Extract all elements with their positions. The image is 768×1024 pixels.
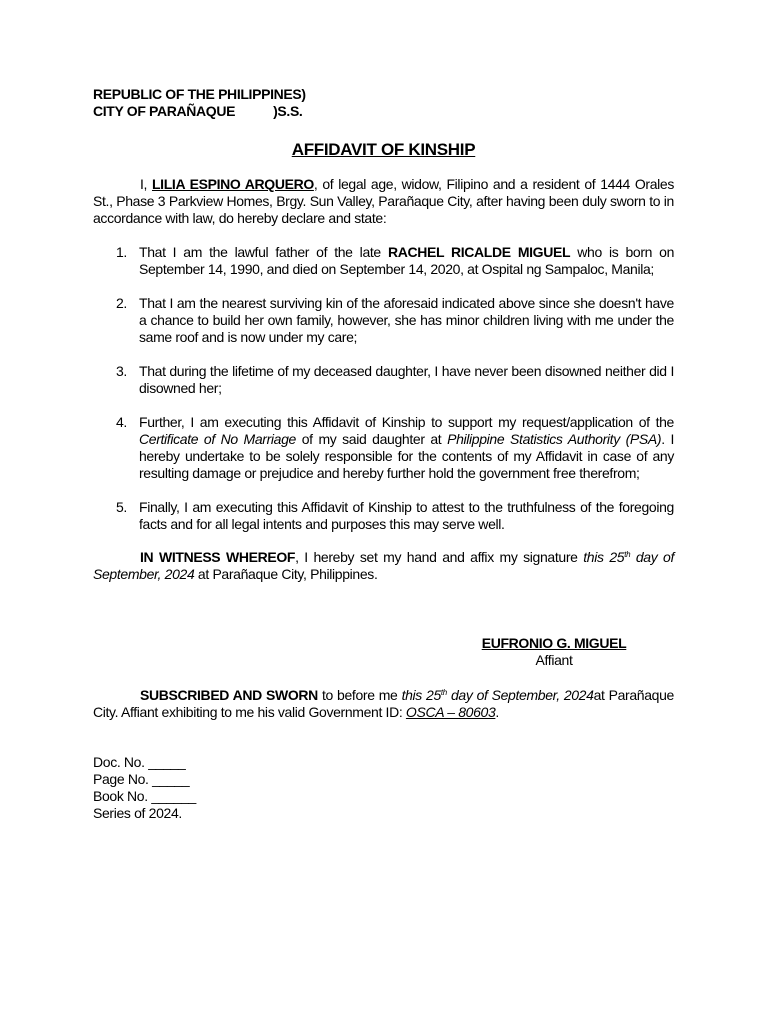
- venue-ss: )S.S.: [273, 103, 303, 119]
- venue-city: CITY OF PARAÑAQUE: [93, 103, 236, 119]
- item-text: of my said daughter at: [296, 431, 448, 447]
- venue-header: [93, 86, 674, 120]
- witness-text: , I hereby set my hand and affix my signature: [295, 549, 584, 565]
- item-number: 5.: [116, 499, 127, 515]
- item-text: . I hereby undertake to be solely responsible for the contents of my Affidavit in case of any resulting damage or prejudice and hereby further hold the government free therefrom;: [139, 431, 675, 481]
- jurat-paragraph: [93, 687, 674, 721]
- jurat-lead: SUBSCRIBED AND SWORN: [140, 687, 318, 703]
- item-text: That I am the lawful father of the late: [139, 244, 388, 260]
- item-number: 3.: [116, 363, 127, 379]
- witness-end: at Parañaque City, Philippines.: [194, 566, 378, 582]
- page-number: Page No. _____: [93, 771, 190, 787]
- statement-item-4: [93, 414, 674, 482]
- statement-list: [93, 244, 674, 533]
- item-number: 2.: [116, 295, 127, 311]
- statement-item-5: [93, 499, 674, 533]
- signature-block: [479, 635, 629, 669]
- series-year: Series of 2024.: [93, 805, 182, 821]
- statement-item-2: [93, 295, 674, 346]
- intro-paragraph: [93, 176, 674, 227]
- government-id: OSCA – 80603: [405, 704, 496, 720]
- item-number: 1.: [116, 244, 127, 260]
- statement-item-3: [93, 363, 674, 397]
- affidavit-page: [93, 86, 674, 822]
- item-number: 4.: [116, 414, 127, 430]
- item-text: That I am the nearest surviving kin of the aforesaid indicated above since she doesn't have a chance to build her own family, however, she has minor children living with me under the same roof and is now under my care;: [139, 295, 674, 345]
- witness-date-post: day of September, 2024: [93, 549, 675, 582]
- jurat-date-pre: this 25: [401, 687, 441, 703]
- deceased-name: RACHEL RICALDE MIGUEL: [387, 244, 571, 260]
- jurat-date: [402, 687, 594, 703]
- item-text: who is born on September 14, 1990, and died on September 14, 2020, at Ospital ng Sampaloc, Manila;: [139, 244, 675, 277]
- intro-pre: I,: [140, 176, 152, 192]
- item-text: Further, I am executing this Affidavit of Kinship to support my request/application of the: [139, 414, 674, 430]
- affiant-name-intro: LILIA ESPINO ARQUERO: [151, 176, 314, 192]
- jurat-date-post: day of September, 2024: [446, 687, 594, 703]
- doc-number: Doc. No. _____: [93, 754, 186, 770]
- item-text: That during the lifetime of my deceased daughter, I have never been disowned neither did I disowned her;: [139, 363, 674, 396]
- jurat-date-sup: th: [440, 688, 447, 697]
- jurat-text: to before me: [317, 687, 402, 703]
- witness-lead: IN WITNESS WHEREOF: [140, 549, 296, 565]
- document-title: AFFIDAVIT OF KINSHIP: [291, 140, 476, 159]
- jurat-end: .: [495, 704, 499, 720]
- notarial-register: [93, 754, 674, 822]
- agency-name: Philippine Statistics Authority (PSA): [447, 431, 662, 447]
- statement-item-1: [93, 244, 674, 278]
- venue-line-republic: REPUBLIC OF THE PHILIPPINES): [93, 86, 306, 102]
- witness-paragraph: [93, 549, 674, 583]
- witness-date-pre: this 25: [583, 549, 625, 565]
- witness-date-sup: th: [624, 550, 631, 559]
- item-text: Finally, I am executing this Affidavit of Kinship to attest to the truthfulness of the foregoing facts and for all legal intents and purposes this may serve well.: [139, 499, 674, 532]
- venue-line-city: [93, 103, 674, 120]
- jurat-text-2: at Parañaque City. Affiant exhibiting to me his valid Government ID:: [93, 687, 674, 720]
- affiant-role: Affiant: [535, 652, 573, 668]
- certificate-name: Certificate of No Marriage: [139, 431, 296, 447]
- intro-post: , of legal age, widow, Filipino and a resident of 1444 Orales St., Phase 3 Parkview Homes, Brgy. Sun Valley, Parañaque City, after having been duly sworn to in accordance with law, do hereby declare and state:: [93, 176, 674, 226]
- book-number: Book No. ______: [93, 788, 196, 804]
- affiant-signature-name: EUFRONIO G. MIGUEL: [481, 635, 627, 651]
